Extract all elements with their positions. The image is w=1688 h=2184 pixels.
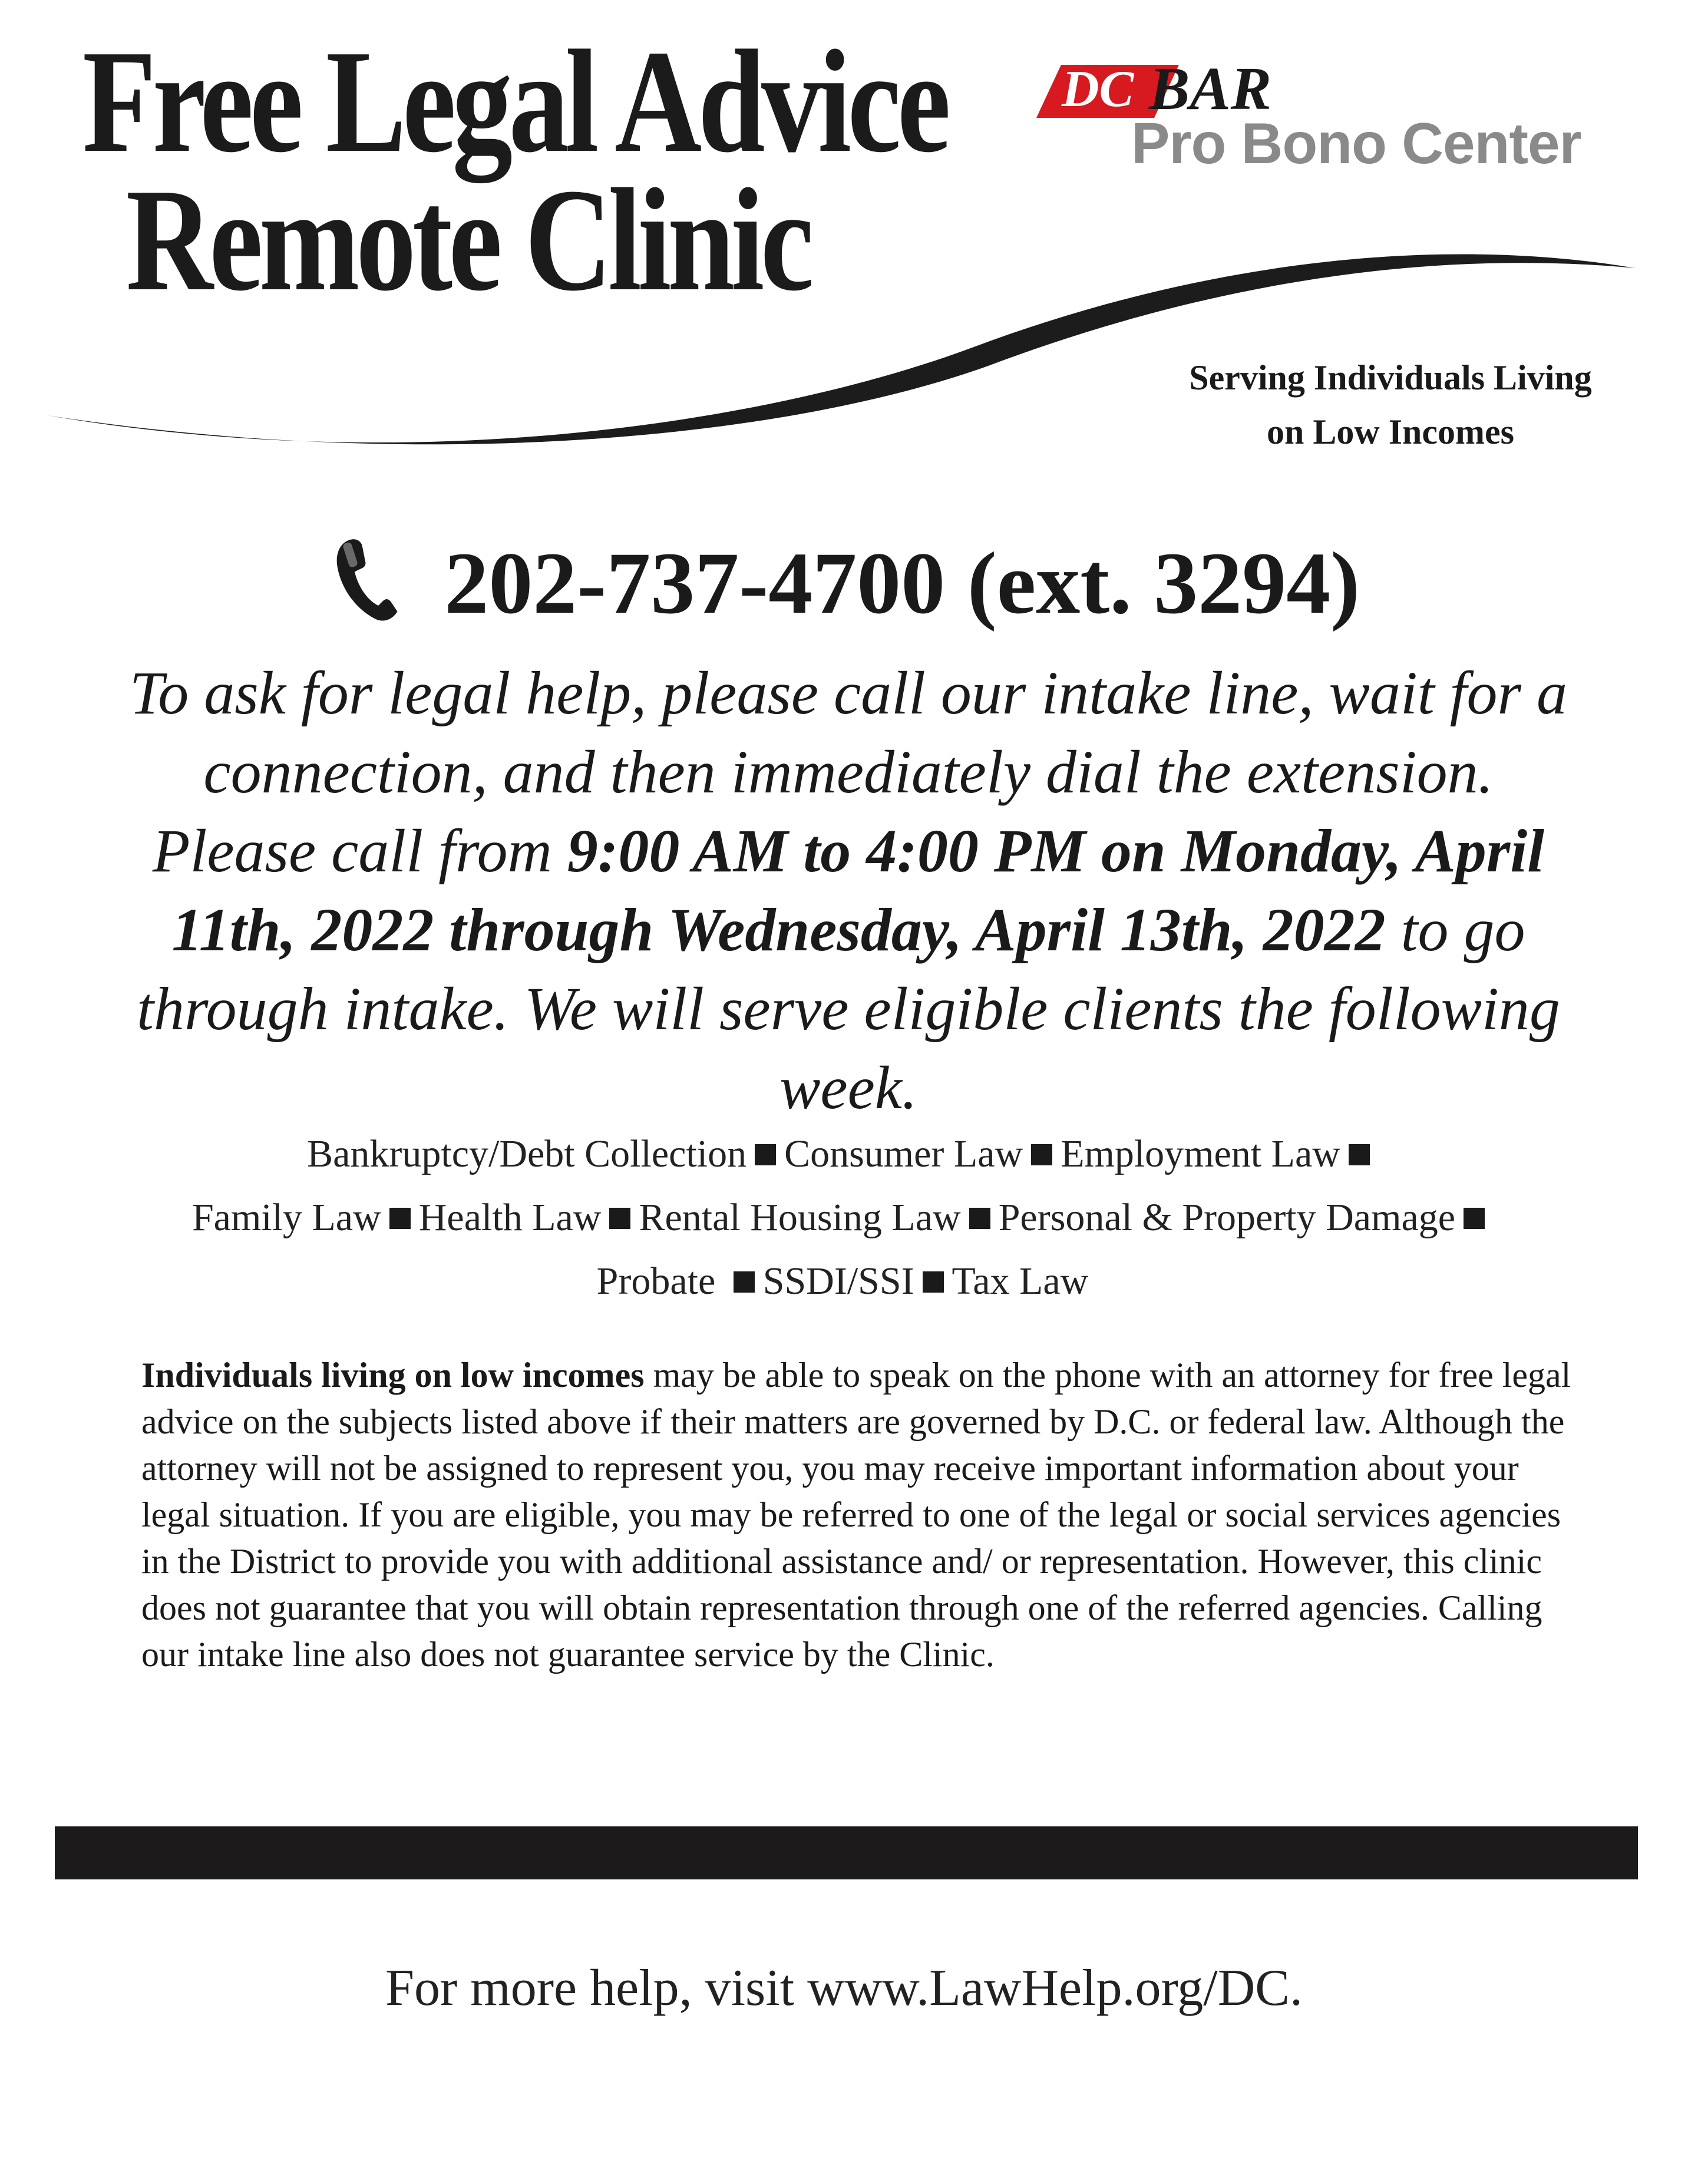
subject-item: Health Law bbox=[418, 1196, 602, 1239]
intake-phone-number[interactable]: 202-737-4700 (ext. 3294) bbox=[444, 534, 1360, 632]
serving-tagline bbox=[1155, 351, 1626, 459]
phone-handset-icon bbox=[328, 535, 405, 623]
subject-item: Bankruptcy/Debt Collection bbox=[307, 1132, 747, 1175]
square-bullet-icon bbox=[755, 1144, 776, 1165]
square-bullet-icon bbox=[923, 1271, 944, 1293]
serving-line-1: Serving Individuals Living bbox=[1189, 358, 1592, 397]
subject-item: Consumer Law bbox=[784, 1132, 1023, 1175]
logo-dc-text: DC bbox=[1062, 61, 1134, 118]
intake-instructions bbox=[130, 654, 1567, 1128]
footer-help-text[interactable]: For more help, visit www.LawHelp.org/DC. bbox=[385, 1960, 1303, 2017]
square-bullet-icon bbox=[969, 1208, 990, 1229]
subject-item: Family Law bbox=[191, 1196, 381, 1239]
eligibility-paragraph bbox=[141, 1352, 1579, 1678]
title-line-2: Remote Clinic bbox=[125, 158, 811, 322]
subject-item: Tax Law bbox=[952, 1260, 1089, 1303]
eligibility-text: may be able to speak on the phone with an attorney for free legal advice on the subjects listed above if their matters are governed by D.C. or federal law. Although the attorney will not be assigned to represent you, you may receive important information about your legal situation. If you are eligible, you may be referred to one of the legal or social services agencies in the District to provide you with additional assistance and/ or representation. However, this clinic does not guarantee that you will obtain representation through one of the referred agencies. Calling our intake line also does not guarantee service by the Clinic. bbox=[141, 1356, 1571, 1674]
square-bullet-icon bbox=[609, 1208, 630, 1229]
square-bullet-icon bbox=[1349, 1144, 1370, 1165]
serving-line-2: on Low Incomes bbox=[1266, 412, 1515, 451]
square-bullet-icon bbox=[1464, 1208, 1485, 1229]
title-line-1: Free Legal Advice bbox=[82, 20, 947, 183]
subject-item: Probate bbox=[596, 1260, 716, 1303]
legal-subjects-list bbox=[118, 1122, 1567, 1313]
phone-row bbox=[0, 533, 1688, 633]
square-bullet-icon bbox=[389, 1208, 411, 1229]
subject-item: SSDI/SSI bbox=[762, 1260, 914, 1303]
square-bullet-icon bbox=[1031, 1144, 1052, 1165]
square-bullet-icon bbox=[734, 1271, 755, 1293]
intake-text-part-2: to go through intake. We will serve eligible clients the following week. bbox=[137, 896, 1560, 1122]
intake-text-part-1: To ask for legal help, please call our intake line, wait for a connection, and then immediately dial the extension. Please call from bbox=[130, 659, 1567, 885]
eligibility-lead: Individuals living on low incomes bbox=[141, 1356, 645, 1395]
intake-hours: 9:00 AM to 4:00 PM on Monday, April 11th, 2022 through Wednesday, April 13th, 2022 bbox=[171, 817, 1545, 964]
logo-pro-bono-center: Pro Bono Center bbox=[1131, 111, 1581, 176]
subject-item: Personal & Property Damage bbox=[998, 1196, 1456, 1239]
logo-bar-text: BAR bbox=[1149, 55, 1272, 123]
divider-bar bbox=[55, 1826, 1638, 1879]
subject-item: Rental Housing Law bbox=[639, 1196, 961, 1239]
subject-item: Employment Law bbox=[1061, 1132, 1340, 1175]
